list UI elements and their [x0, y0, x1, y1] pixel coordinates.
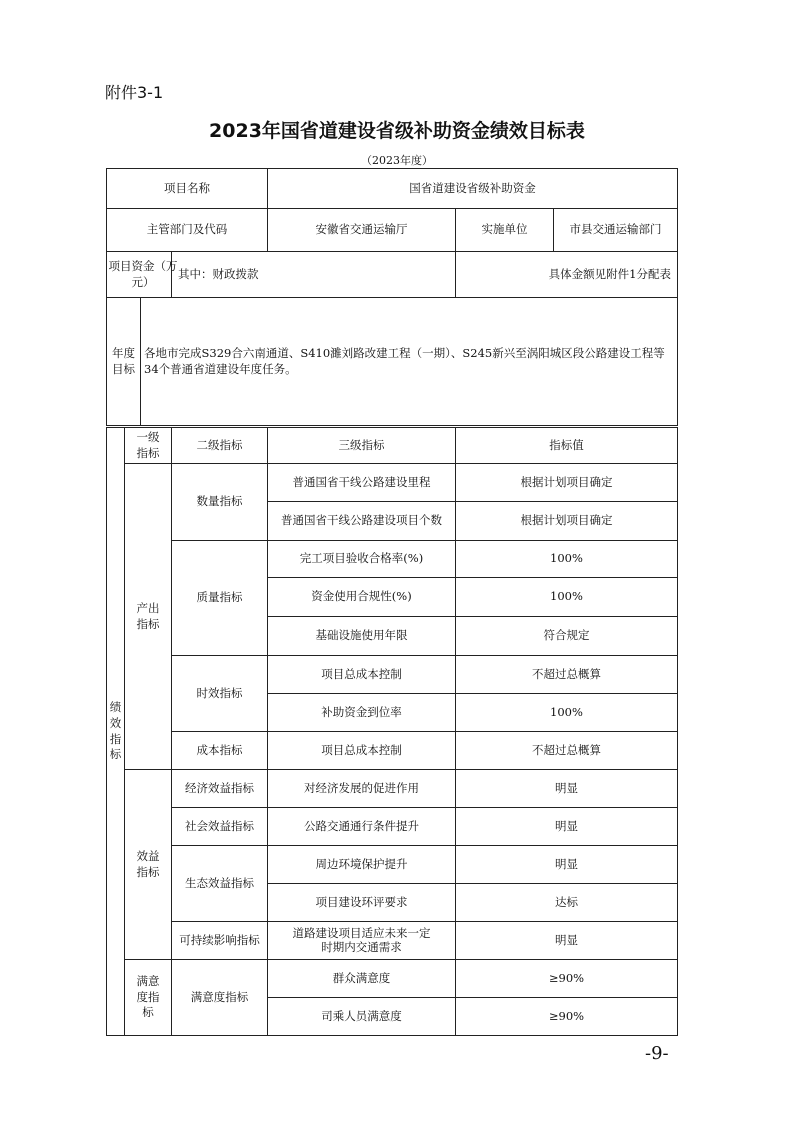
- fund-label: 项目资金（万元）: [107, 252, 172, 298]
- indicator-value: 达标: [456, 884, 678, 922]
- level1-satisfaction: 满意度指标: [125, 960, 172, 1036]
- level2-sustainable: 可持续影响指标: [172, 922, 268, 960]
- indicator-value: 不超过总概算: [456, 656, 678, 694]
- header-level3: 三级指标: [268, 427, 456, 464]
- unit-value: 市县交通运输部门: [554, 209, 678, 252]
- dept-label: 主管部门及代码: [107, 209, 268, 252]
- level2-cost: 成本指标: [172, 732, 268, 770]
- indicator-name: 资金使用合规性(%): [268, 578, 456, 617]
- indicator-value: 不超过总概算: [456, 732, 678, 770]
- indicator-name: 项目总成本控制: [268, 732, 456, 770]
- indicator-name: 普通国省干线公路建设里程: [268, 464, 456, 502]
- header-value: 指标值: [456, 427, 678, 464]
- level1-output: 产出指标: [125, 464, 172, 770]
- level2-social: 社会效益指标: [172, 808, 268, 846]
- level1-benefit: 效益指标: [125, 770, 172, 960]
- indicator-value: ≥90%: [456, 960, 678, 998]
- side-label-performance: 绩效指标: [107, 427, 125, 1036]
- page-title: 2023年国省道建设省级补助资金绩效目标表: [209, 120, 585, 142]
- unit-label: 实施单位: [456, 209, 554, 252]
- performance-table: [106, 168, 678, 1036]
- fund-note: 具体金额见附件1分配表: [456, 252, 678, 298]
- goal-text: 各地市完成S329合六南通道、S410濉刘路改建工程（一期）、S245新兴至涡阳城区段公路建设工程等34个普通省道建设年度任务。: [141, 298, 678, 427]
- level2-economic: 经济效益指标: [172, 770, 268, 808]
- goal-label: 年度目标: [107, 298, 141, 427]
- indicator-name: 群众满意度: [268, 960, 456, 998]
- indicator-name: 项目建设环评要求: [268, 884, 456, 922]
- indicator-value: 100%: [456, 694, 678, 732]
- indicator-name: 周边环境保护提升: [268, 846, 456, 884]
- indicator-value: 明显: [456, 770, 678, 808]
- indicator-value: 明显: [456, 922, 678, 960]
- indicator-value: 根据计划项目确定: [456, 464, 678, 502]
- indicator-name: 公路交通通行条件提升: [268, 808, 456, 846]
- page-number: -9-: [645, 1043, 669, 1064]
- attachment-label: 附件3-1: [105, 83, 164, 102]
- project-name-value: 国省道建设省级补助资金: [268, 169, 678, 209]
- indicator-name: 补助资金到位率: [268, 694, 456, 732]
- dept-value: 安徽省交通运输厅: [268, 209, 456, 252]
- level2-satisfaction: 满意度指标: [172, 960, 268, 1036]
- indicator-name: 对经济发展的促进作用: [268, 770, 456, 808]
- indicator-name: 完工项目验收合格率(%): [268, 541, 456, 578]
- level2-timeliness: 时效指标: [172, 656, 268, 732]
- level2-quality: 质量指标: [172, 541, 268, 656]
- indicator-value: 100%: [456, 541, 678, 578]
- level2-ecological: 生态效益指标: [172, 846, 268, 922]
- header-level2: 二级指标: [172, 427, 268, 464]
- level2-quantity: 数量指标: [172, 464, 268, 541]
- indicator-value: 100%: [456, 578, 678, 617]
- fund-source: 其中：财政拨款: [172, 252, 456, 298]
- indicator-value: 根据计划项目确定: [456, 502, 678, 541]
- year-subtitle: （2023年度）: [361, 154, 433, 167]
- indicator-value: 明显: [456, 846, 678, 884]
- indicator-name: 基础设施使用年限: [268, 617, 456, 656]
- indicator-value: 明显: [456, 808, 678, 846]
- indicator-name: 普通国省干线公路建设项目个数: [268, 502, 456, 541]
- indicator-name: 道路建设项目适应未来一定时期内交通需求: [268, 922, 456, 960]
- indicator-name: 司乘人员满意度: [268, 998, 456, 1036]
- project-name-label: 项目名称: [107, 169, 268, 209]
- indicator-value: ≥90%: [456, 998, 678, 1036]
- header-level1: 一级指标: [125, 427, 172, 464]
- indicator-name: 项目总成本控制: [268, 656, 456, 694]
- indicator-value: 符合规定: [456, 617, 678, 656]
